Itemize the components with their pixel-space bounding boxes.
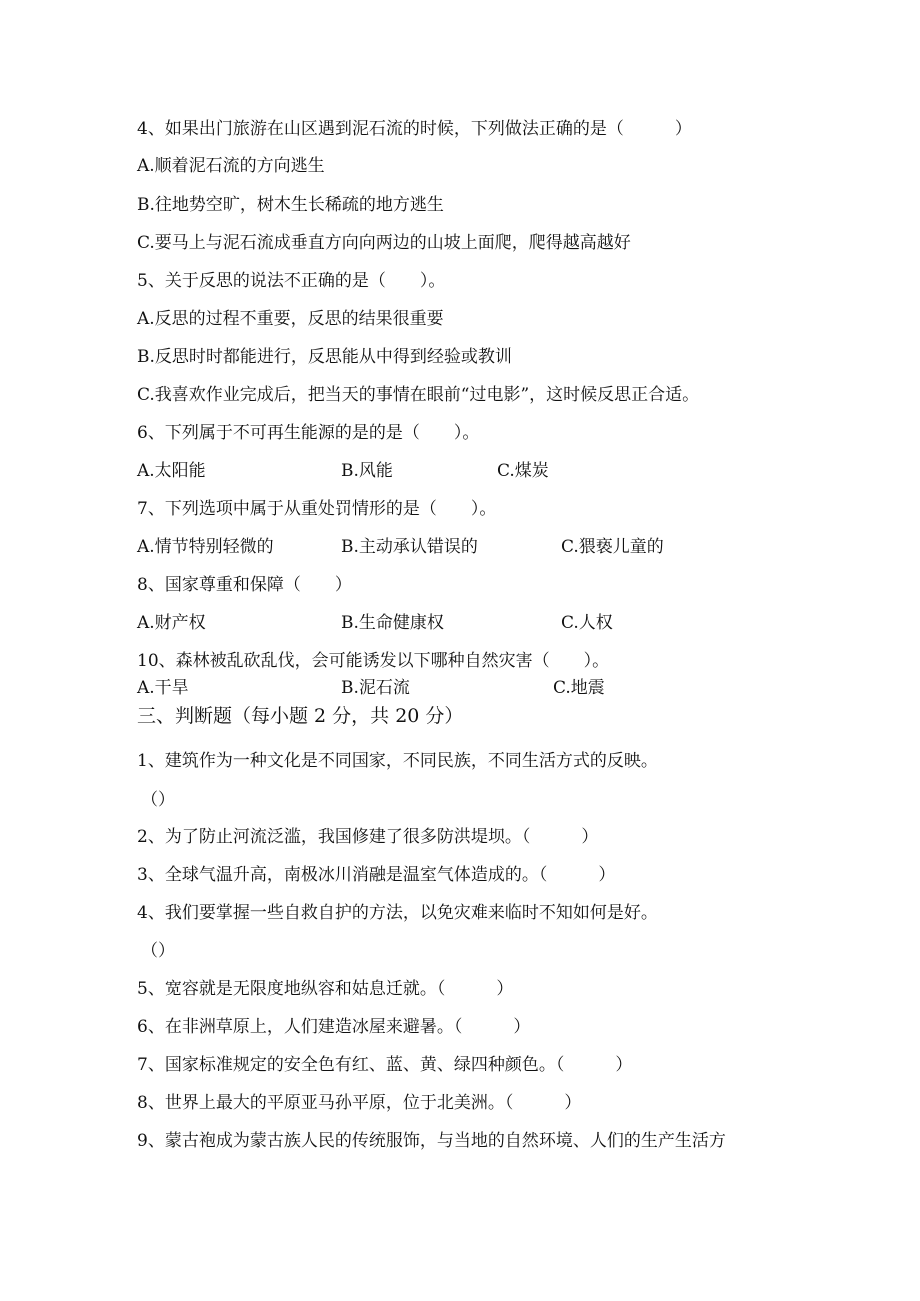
tf-question-1: 1、建筑作为一种文化是不同国家，不同民族，不同生活方式的反映。 [137, 751, 658, 771]
question-4-option-a: A.顺着泥石流的方向逃生 [137, 156, 325, 176]
tf-question-5: 5、宽容就是无限度地纵容和姑息迁就。（ ） [137, 979, 514, 999]
tf-question-3: 3、全球气温升高，南极冰川消融是温室气体造成的。（ ） [137, 865, 616, 885]
question-6-option-a: A.太阳能 [137, 461, 206, 481]
tf-question-4: 4、我们要掌握一些自救自护的方法，以免灾难来临时不知如何是好。 [137, 903, 658, 923]
tf-question-8: 8、世界上最大的平原亚马孙平原，位于北美洲。（ ） [137, 1093, 582, 1113]
question-7-option-c: C.猥亵儿童的 [561, 537, 664, 557]
question-10-option-a: A.干旱 [137, 678, 189, 698]
tf-question-2: 2、为了防止河流泛滥，我国修建了很多防洪堤坝。（ ） [137, 827, 599, 847]
tf-answer-blank-4: （） [141, 941, 175, 961]
tf-answer-blank-1: （） [141, 790, 175, 810]
question-5-stem: 5、关于反思的说法不正确的是（ ）。 [137, 271, 446, 291]
tf-question-9: 9、蒙古袍成为蒙古族人民的传统服饰，与当地的自然环境、人们的生产生活方 [137, 1131, 726, 1151]
question-8-stem: 8、国家尊重和保障（ ） [137, 575, 352, 595]
question-10-option-c: C.地震 [553, 678, 605, 698]
question-6-stem: 6、下列属于不可再生能源的是的是（ ）。 [137, 423, 480, 443]
question-6-option-c: C.煤炭 [497, 461, 549, 481]
question-5-option-b: B.反思时时都能进行，反思能从中得到经验或教训 [137, 347, 512, 367]
question-7-stem: 7、下列选项中属于从重处罚情形的是（ ）。 [137, 499, 497, 519]
question-8-option-c: C.人权 [561, 613, 613, 633]
question-4-stem: 4、如果出门旅游在山区遇到泥石流的时候，下列做法正确的是（ ） [137, 119, 692, 139]
question-4-option-b: B.往地势空旷，树木生长稀疏的地方逃生 [137, 195, 444, 215]
question-7-option-b: B.主动承认错误的 [341, 537, 478, 557]
question-8-option-b: B.生命健康权 [341, 613, 444, 633]
question-5-option-c: C.我喜欢作业完成后，把当天的事情在眼前“过电影”，这时候反思正合适。 [137, 385, 700, 405]
question-7-option-a: A.情节特别轻微的 [137, 537, 274, 557]
question-6-option-b: B.风能 [341, 461, 393, 481]
tf-question-7: 7、国家标准规定的安全色有红、蓝、黄、绿四种颜色。（ ） [137, 1055, 633, 1075]
question-10-option-b: B.泥石流 [341, 678, 410, 698]
question-10-stem: 10、森林被乱砍乱伐，会可能诱发以下哪种自然灾害（ ）。 [137, 651, 610, 671]
section-heading-true-false: 三、判断题（每小题 2 分，共 20 分） [137, 705, 464, 727]
question-8-option-a: A.财产权 [137, 613, 206, 633]
question-5-option-a: A.反思的过程不重要，反思的结果很重要 [137, 309, 444, 329]
question-4-option-c: C.要马上与泥石流成垂直方向向两边的山坡上面爬，爬得越高越好 [137, 233, 631, 253]
tf-question-6: 6、在非洲草原上，人们建造冰屋来避暑。（ ） [137, 1017, 531, 1037]
